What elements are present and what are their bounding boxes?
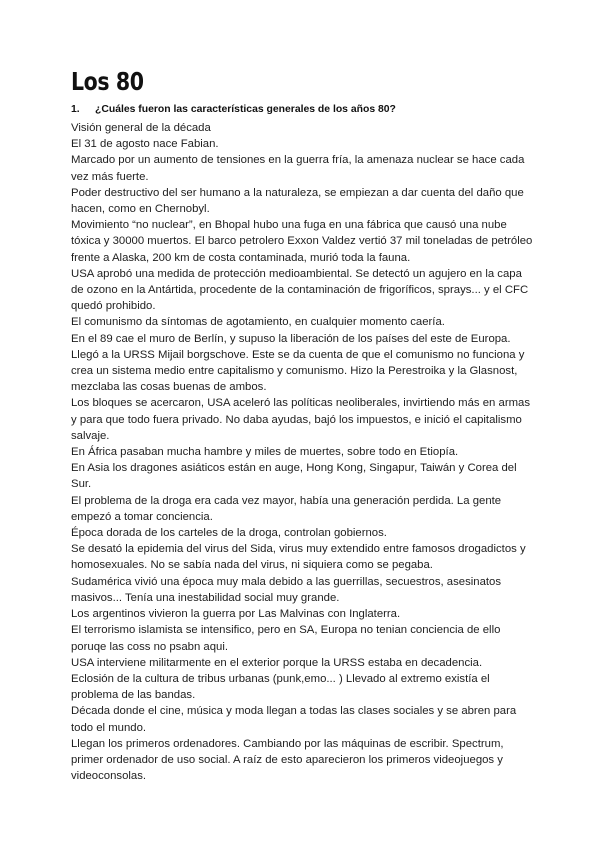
paragraph-malvinas: Los argentinos vivieron la guerra por Las Malvinas con Inglaterra. bbox=[71, 608, 401, 621]
paragraph-aids: Se desató la epidemia del virus del Sida, virus muy extendido entre famosos drogadictos y homosexuales. No se sabía nada del virus, ni siquiera como se pegaba. bbox=[71, 543, 526, 572]
page-title: Los 80 bbox=[71, 67, 144, 96]
paragraph-usa-military: USA interviene militarmente en el exterior porque la URSS estaba en decadencia. bbox=[71, 656, 483, 669]
paragraph-africa: En África pasaban mucha hambre y miles de muertes, sobre todo en Etiopía. bbox=[71, 446, 459, 459]
paragraph-cartels: Época dorada de los carteles de la droga, controlan gobiernos. bbox=[71, 527, 387, 540]
paragraph-nature: Poder destructivo del ser humano a la naturaleza, se empiezan a dar cuenta del daño que hacen, como en Chernobyl. bbox=[71, 186, 524, 216]
paragraph-computers: Llegan los primeros ordenadores. Cambiando por las máquinas de escribir. Spectrum, primer ordenador de uso social. A raíz de esto aparecieron los primeros videojuegos y videoconsolas. bbox=[71, 737, 504, 783]
paragraph-no-nuclear: Movimiento “no nuclear”, en Bhopal hubo una fuga en una fábrica que causó una nube tóxica y 30000 muertos. El barco petrolero Exxon Valdez vertió 37 mil toneladas de petróleo frente a Alaska, 200 km de costa contaminada, murió toda la fauna. bbox=[71, 219, 533, 264]
paragraph-communism: El comunismo da síntomas de agotamiento, en cualquier momento caería. bbox=[71, 316, 445, 329]
paragraph-overview: Visión general de la década bbox=[71, 122, 211, 134]
question-heading bbox=[71, 103, 537, 117]
paragraph-ozone: USA aprobó una medida de protección medioambiental. Se detectó un agujero en la capa de ozono en la Antártida, procedente de la contaminación de frigoríficos, sprays... y el CFC quedó prohibido. bbox=[71, 267, 529, 313]
paragraph-berlin-wall: En el 89 cae el muro de Berlín, y supuso la liberación de los países del este de Europa. bbox=[71, 332, 511, 345]
paragraph-asia: En Asia los dragones asiáticos están en auge, Hong Kong, Singapur, Taiwán y Corea del Sur. bbox=[71, 462, 517, 491]
paragraph-south-america: Sudamérica vivió una época muy mala debido a las guerrillas, secuestros, asesinatos masivos... Tenía una inestabilidad social muy grande. bbox=[71, 575, 502, 604]
document-page bbox=[71, 66, 537, 784]
paragraph-culture: Década donde el cine, música y moda llegan a todas las clases sociales y se abren para todo el mundo. bbox=[71, 705, 517, 734]
paragraph-blocs: Los bloques se acercaron, USA aceleró las políticas neoliberales, invirtiendo más en armas y para que todo fuera privado. No daba ayudas, bajó los impuestos, e inició el capitalismo salvaje. bbox=[71, 397, 531, 442]
question-number: 1. bbox=[71, 104, 80, 115]
paragraph-urss: Llegó a la URSS Mijail borgschove. Este se da cuenta de que el comunismo no funciona y crea un sistema medio entre capitalismo y comunismo. Hizo la Perestroika y la Glasnost, mezclaba las cosas buenas de ambos. bbox=[71, 348, 525, 394]
paragraph-urban-tribes: Eclosión de la cultura de tribus urbanas (punk,emo... ) Llevado al extremo existía el problema de las bandas. bbox=[71, 672, 490, 702]
paragraph-terrorism: El terrorismo islamista se intensifico, pero en SA, Europa no tenian conciencia de ello poruqe las coss no psabn aqui. bbox=[71, 624, 501, 653]
paragraph-drugs: El problema de la droga era cada vez mayor, había una generación perdida. La gente empezó a tomar conciencia. bbox=[71, 494, 502, 523]
paragraph-birth: El 31 de agosto nace Fabian. bbox=[71, 138, 219, 151]
paragraph-cold-war: Marcado por un aumento de tensiones en la guerra fría, la amenaza nuclear se hace cada vez más fuerte. bbox=[71, 154, 525, 183]
question-text: ¿Cuáles fueron las características generales de los años 80? bbox=[95, 104, 396, 115]
